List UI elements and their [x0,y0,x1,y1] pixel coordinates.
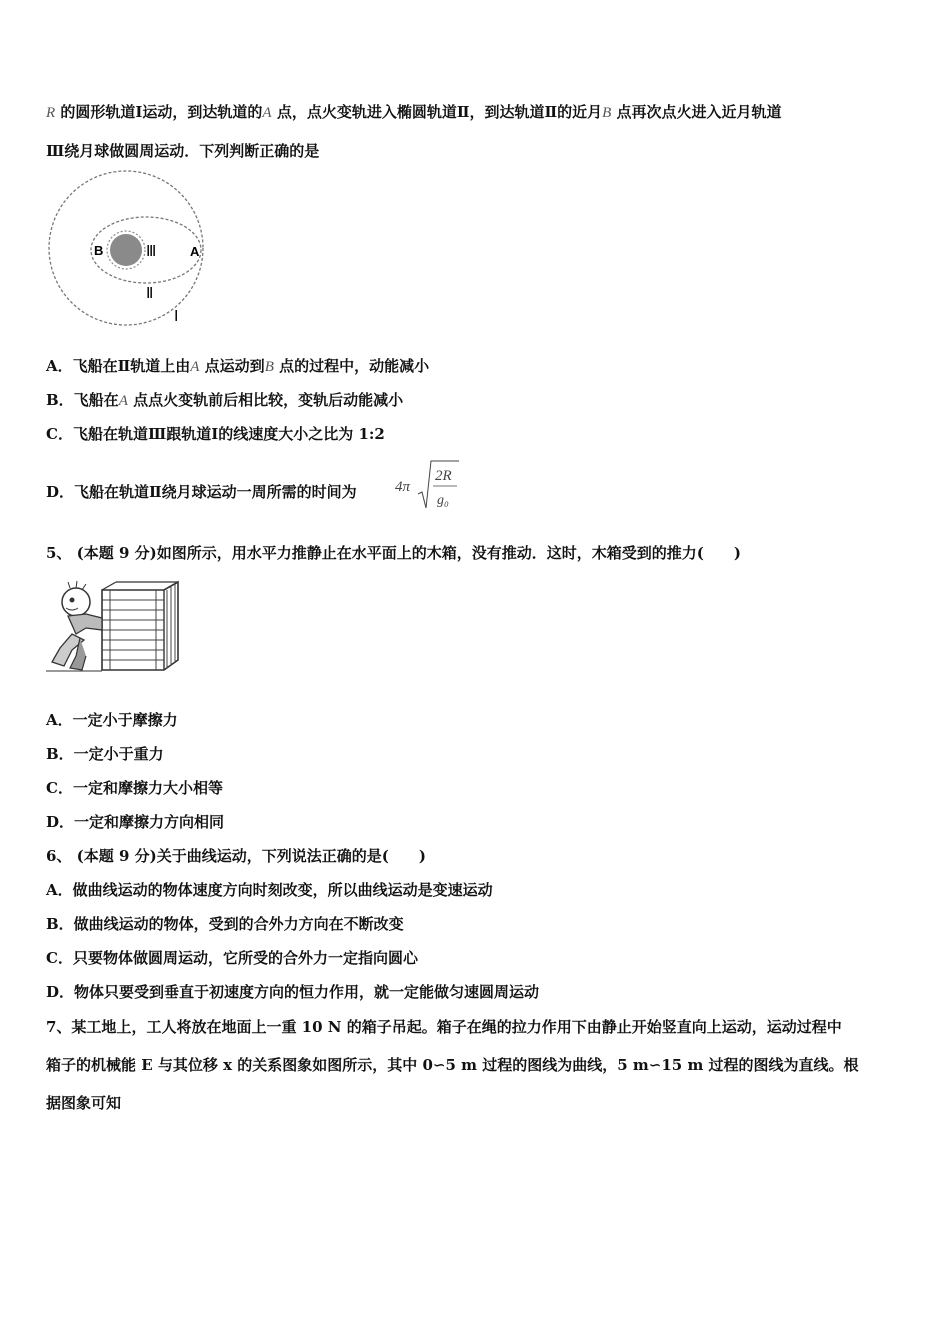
q7-line1: 7、某工地上，工人将放在地面上一重 10 N 的箱子吊起。箱子在绳的拉力作用下由静止开始竖直向上运动，运动过程中 [46,1018,842,1036]
q6-option-b: B．做曲线运动的物体，受到的合外力方向在不断改变 [46,915,404,933]
q4-intro-line2: Ⅲ绕月球做圆周运动．下列判断正确的是 [46,142,320,160]
q5-option-a: A．一定小于摩擦力 [46,711,178,729]
pushing-box-illustration [46,578,182,674]
period-formula [393,458,463,516]
q6-stem: 6、 (本题 9 分)关于曲线运动，下列说法正确的是( ) [46,847,426,865]
formula-den: g₀ [437,493,449,508]
q4-intro-line1: R 的圆形轨道Ⅰ运动，到达轨道的A 点，点火变轨进入椭圆轨道Ⅱ，到达轨道Ⅱ的近月B 点再次点火进入近月轨道 [46,103,782,121]
q4-option-c: C．飞船在轨道Ⅲ跟轨道Ⅰ的线速度大小之比为 1:2 [46,425,385,443]
label-I: Ⅰ [174,309,179,325]
q4-option-d: D．飞船在轨道Ⅱ绕月球运动一周所需的时间为 [46,483,357,501]
q4-option-b: B．飞船在A 点点火变轨前后相比较，变轨后动能减小 [46,391,404,409]
label-III: Ⅲ [146,244,157,260]
q6-option-c: C．只要物体做圆周运动，它所受的合外力一定指向圆心 [46,949,418,967]
q6-option-a: A．做曲线运动的物体速度方向时刻改变，所以曲线运动是变速运动 [46,881,493,899]
q4-option-a: A．飞船在Ⅱ轨道上由A 点运动到B 点的过程中，动能减小 [46,357,430,375]
label-II: Ⅱ [146,286,154,302]
q7-line3: 据图象可知 [46,1094,122,1112]
q5-option-b: B．一定小于重力 [46,745,164,763]
q6-option-d: D．物体只要受到垂直于初速度方向的恒力作用，就一定能做匀速圆周运动 [46,983,540,1001]
formula-num: 2R [435,468,452,484]
formula-coef: 4π [395,479,411,495]
moon [110,234,142,266]
var-R: R [46,105,56,121]
q5-option-c: C．一定和摩擦力大小相等 [46,779,223,797]
label-B: B [94,243,104,258]
q7-line2: 箱子的机械能 E 与其位移 x 的关系图象如图所示，其中 0∽5 m 过程的图线为曲线，5 m∽15 m 过程的图线为直线。根 [46,1056,859,1074]
orbit-diagram [44,168,214,328]
q5-stem: 5、 (本题 9 分)如图所示，用水平力推静止在水平面上的木箱，没有推动．这时，木箱受到的推力( ) [46,544,741,562]
label-A: A [190,244,200,259]
q5-option-d: D．一定和摩擦力方向相同 [46,813,225,831]
